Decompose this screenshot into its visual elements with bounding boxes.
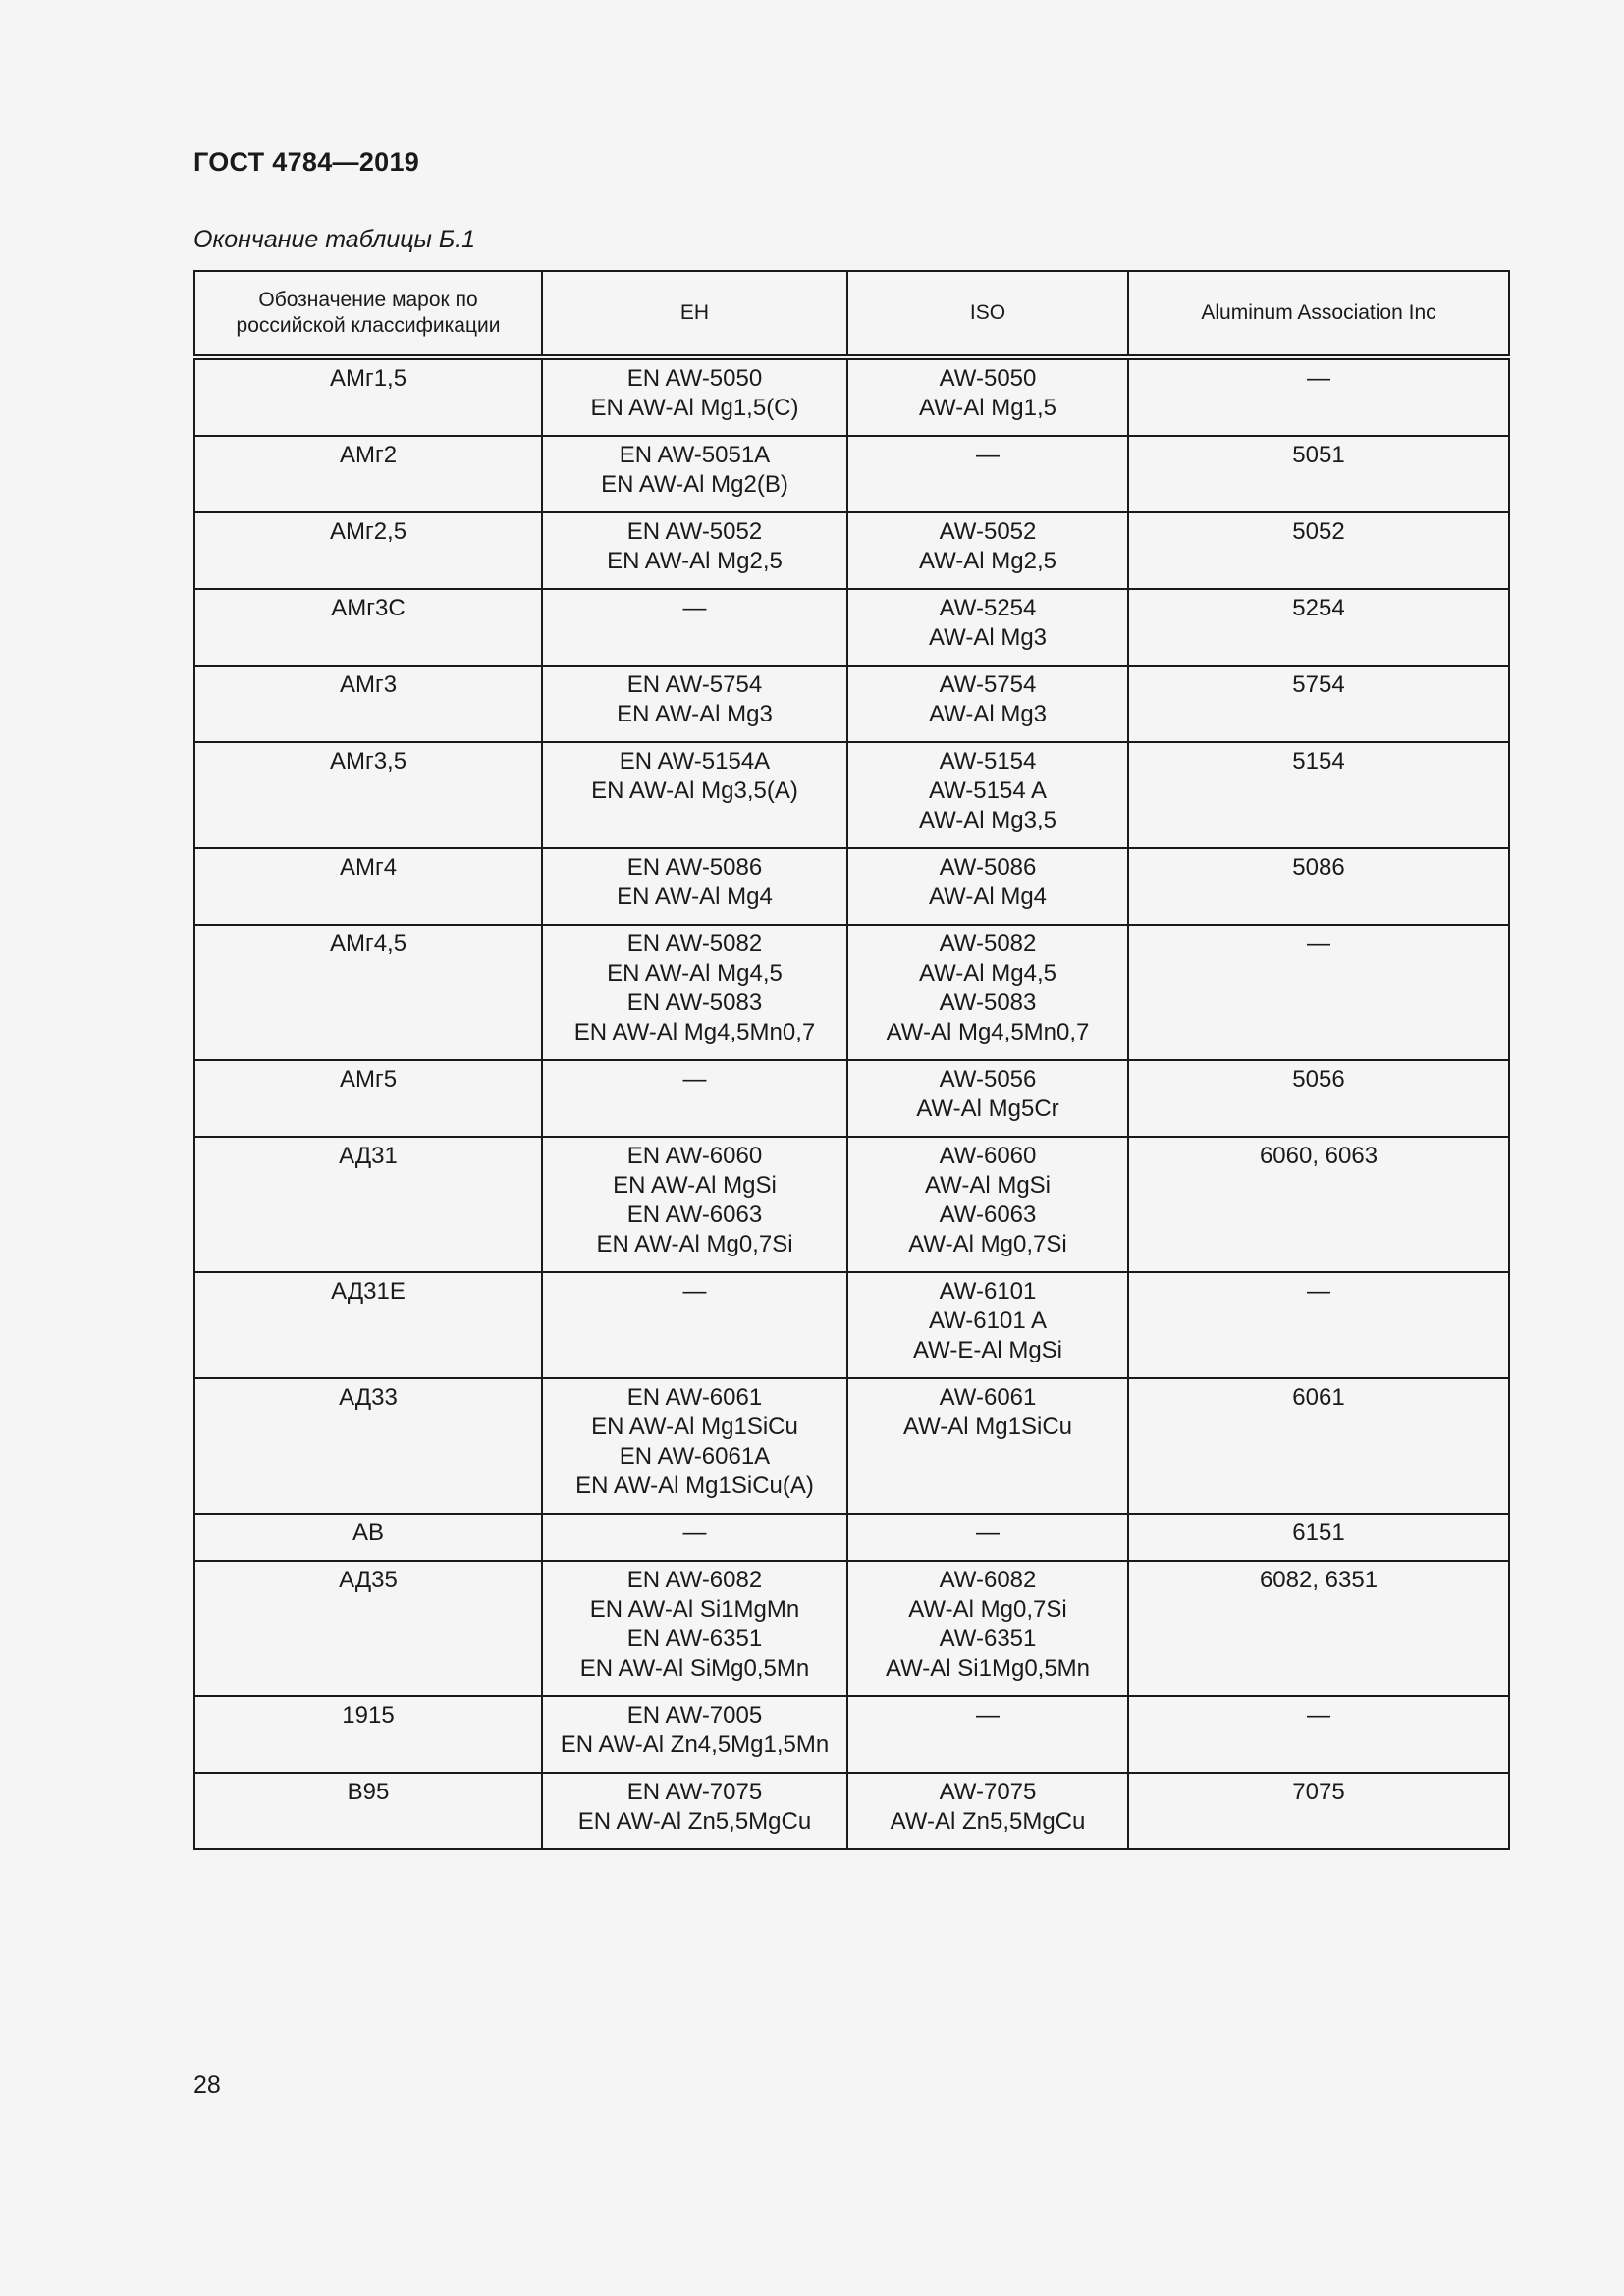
cell-line: EN AW-6351 [626,1626,763,1652]
alloy-grade-table [193,270,1510,1850]
aa-cell [1128,1696,1509,1773]
page-number: 28 [193,2071,221,2099]
grade-cell [194,436,542,512]
aa-cell [1128,1773,1509,1849]
cell-line: AW-Al MgSi [924,1172,1051,1199]
table-row [194,1137,1509,1272]
aa-cell [1128,848,1509,925]
en-cell [542,512,847,589]
cell-line: AW-5050 [939,365,1037,392]
cell-line: EN AW-Al Zn4,5Mg1,5Mn [560,1732,830,1758]
cell-line: AW-6351 [939,1626,1037,1652]
iso-cell [847,1773,1128,1849]
en-cell [542,1272,847,1378]
cell-line: AW-5154 [939,748,1037,774]
column-header-russian-grade [194,271,542,357]
cell-line: EN AW-Al Mg1SiCu [591,1414,798,1440]
cell-line: 5154 [1292,748,1345,774]
grade-cell [194,1137,542,1272]
table-row [194,436,1509,512]
en-cell [542,666,847,742]
cell-line: АМг4,5 [329,931,407,957]
table-row [194,1514,1509,1561]
cell-line: AW-5083 [939,989,1037,1016]
cell-line: — [682,1066,707,1093]
cell-line: 6082, 6351 [1259,1567,1379,1593]
grade-cell [194,1514,542,1561]
table-row [194,925,1509,1060]
cell-line: 5754 [1292,671,1345,698]
cell-line: EN AW-6082 [626,1567,763,1593]
cell-line: AW-Al Mg4 [928,883,1048,910]
iso-cell [847,512,1128,589]
cell-line: EN AW-6060 [626,1143,763,1169]
en-cell [542,1696,847,1773]
grade-cell [194,1561,542,1696]
table-row [194,1060,1509,1137]
cell-line: 5052 [1292,518,1345,545]
table-row [194,848,1509,925]
cell-line: EN AW-Al Si1MgMn [589,1596,800,1623]
table-header-row [194,271,1509,357]
en-cell [542,925,847,1060]
grade-cell [194,848,542,925]
table-row [194,666,1509,742]
en-cell [542,742,847,848]
cell-line: — [1307,365,1330,392]
cell-line: AW-5082 [939,931,1037,957]
cell-line: — [1307,1702,1330,1729]
cell-line: AW-6060 [939,1143,1037,1169]
cell-line: В95 [347,1779,390,1805]
cell-line: АМг2 [339,442,398,468]
cell-line: AW-5754 [939,671,1037,698]
cell-line: EN AW-Al Mg4 [617,883,773,910]
cell-line: EN AW-Al Zn5,5MgCu [577,1808,812,1835]
document-header: ГОСТ 4784—2019 [193,147,420,177]
cell-line: AW-Al Mg3 [928,624,1048,651]
aa-cell [1128,925,1509,1060]
table-row [194,1773,1509,1849]
aa-cell [1128,1561,1509,1696]
table-caption: Окончание таблицы Б.1 [193,226,475,253]
grade-cell [194,666,542,742]
table-row [194,1272,1509,1378]
cell-line: AW-5056 [939,1066,1037,1093]
cell-line: 5051 [1292,442,1345,468]
column-header-en: ЕН [542,271,847,357]
aa-cell [1128,1378,1509,1514]
cell-line: AW-5052 [939,518,1037,545]
en-cell [542,1514,847,1561]
en-cell [542,436,847,512]
cell-line: AW-6082 [939,1567,1037,1593]
cell-line: — [1307,931,1330,957]
en-cell [542,848,847,925]
iso-cell [847,666,1128,742]
iso-cell [847,1696,1128,1773]
cell-line: EN AW-Al Mg3,5(A) [591,777,798,804]
cell-line: 6060, 6063 [1259,1143,1379,1169]
column-header-label: Обозначение марок по российской классификации [236,289,501,337]
cell-line: АМг3С [331,595,406,621]
table-row [194,512,1509,589]
cell-line: EN AW-Al Mg0,7Si [596,1231,793,1257]
aa-cell [1128,1060,1509,1137]
cell-line: АД33 [339,1384,398,1411]
cell-line: EN AW-Al Mg1SiCu(A) [575,1472,814,1499]
grade-cell [194,742,542,848]
cell-line: AW-E-Al MgSi [912,1337,1062,1363]
table-row [194,1378,1509,1514]
cell-line: 6151 [1292,1520,1345,1546]
grade-cell [194,589,542,666]
cell-line: EN AW-Al Mg4,5Mn0,7 [573,1019,816,1045]
en-cell [542,1060,847,1137]
aa-cell [1128,357,1509,436]
cell-line: АМг4 [339,854,398,881]
en-cell [542,1561,847,1696]
cell-line: EN AW-5154A [619,748,771,774]
cell-line: 5056 [1292,1066,1345,1093]
cell-line: АМг1,5 [329,365,407,392]
cell-line: EN AW-5052 [626,518,763,545]
cell-line: EN AW-5051A [619,442,771,468]
cell-line: AW-6061 [939,1384,1037,1411]
cell-line: AW-Al Si1Mg0,5Mn [885,1655,1091,1682]
cell-line: АВ [352,1520,384,1546]
cell-line: EN AW-6061A [619,1443,771,1469]
cell-line: АД35 [339,1567,398,1593]
iso-cell [847,742,1128,848]
cell-line: AW-5254 [939,595,1037,621]
cell-line: AW-6101 [939,1278,1037,1305]
cell-line: EN AW-5754 [626,671,763,698]
grade-cell [194,1696,542,1773]
cell-line: AW-Al Mg2,5 [918,548,1057,574]
cell-line: AW-Al Mg0,7Si [908,1596,1067,1623]
grade-cell [194,357,542,436]
cell-line: EN AW-Al Mg4,5 [607,960,783,987]
grade-cell [194,1773,542,1849]
grade-cell [194,925,542,1060]
cell-line: — [976,1702,1000,1729]
cell-line: EN AW-Al Mg1,5(C) [590,395,799,421]
table-row [194,357,1509,436]
cell-line: АД31Е [331,1278,406,1305]
grade-cell [194,1272,542,1378]
aa-cell [1128,512,1509,589]
cell-line: EN AW-5083 [626,989,763,1016]
cell-line: — [976,1520,1000,1546]
iso-cell [847,1514,1128,1561]
column-header-aa: Aluminum Association Inc [1128,271,1509,357]
cell-line: AW-Al Mg4,5Mn0,7 [886,1019,1090,1045]
cell-line: АД31 [339,1143,398,1169]
cell-line: EN AW-Al SiMg0,5Mn [579,1655,810,1682]
cell-line: 5086 [1292,854,1345,881]
iso-cell [847,1378,1128,1514]
iso-cell [847,1060,1128,1137]
table-row [194,1696,1509,1773]
aa-cell [1128,666,1509,742]
cell-line: АМг3,5 [329,748,407,774]
cell-line: AW-Al Mg3,5 [918,807,1057,833]
en-cell [542,589,847,666]
iso-cell [847,1561,1128,1696]
grade-cell [194,1060,542,1137]
en-cell [542,357,847,436]
cell-line: EN AW-5050 [626,365,763,392]
cell-line: — [682,1278,707,1305]
iso-cell [847,925,1128,1060]
cell-line: — [682,595,707,621]
cell-line: EN AW-Al MgSi [613,1172,777,1199]
table-row [194,1561,1509,1696]
en-cell [542,1378,847,1514]
cell-line: AW-Al Mg1SiCu [902,1414,1073,1440]
cell-line: АМг3 [339,671,398,698]
aa-cell [1128,436,1509,512]
cell-line: AW-6063 [939,1201,1037,1228]
cell-line: EN AW-7005 [626,1702,763,1729]
cell-line: 5254 [1292,595,1345,621]
cell-line: AW-5154 A [928,777,1048,804]
iso-cell [847,589,1128,666]
grade-cell [194,1378,542,1514]
iso-cell [847,436,1128,512]
cell-line: AW-Al Zn5,5MgCu [890,1808,1086,1835]
cell-line: AW-Al Mg4,5 [918,960,1057,987]
cell-line: AW-Al Mg5Cr [916,1095,1059,1122]
en-cell [542,1137,847,1272]
iso-cell [847,357,1128,436]
cell-line: АМг2,5 [329,518,407,545]
cell-line: EN AW-Al Mg3 [617,701,773,727]
cell-line: EN AW-6061 [626,1384,763,1411]
cell-line: AW-5086 [939,854,1037,881]
cell-line: AW-Al Mg3 [928,701,1048,727]
cell-line: 7075 [1292,1779,1345,1805]
table-body [194,357,1509,1849]
cell-line: АМг5 [339,1066,398,1093]
cell-line: EN AW-Al Mg2,5 [607,548,783,574]
cell-line: EN AW-7075 [626,1779,763,1805]
cell-line: AW-Al Mg0,7Si [908,1231,1067,1257]
iso-cell [847,848,1128,925]
cell-line: — [1307,1278,1330,1305]
column-header-iso: ISO [847,271,1128,357]
cell-line: EN AW-Al Mg2(B) [601,471,788,498]
aa-cell [1128,1514,1509,1561]
grade-cell [194,512,542,589]
table-row [194,589,1509,666]
cell-line: EN AW-5082 [626,931,763,957]
aa-cell [1128,1272,1509,1378]
cell-line: AW-7075 [939,1779,1037,1805]
cell-line: 1915 [342,1702,395,1729]
iso-cell [847,1272,1128,1378]
cell-line: 6061 [1292,1384,1345,1411]
cell-line: AW-Al Mg1,5 [918,395,1057,421]
cell-line: EN AW-6063 [626,1201,763,1228]
cell-line: — [976,442,1000,468]
aa-cell [1128,1137,1509,1272]
aa-cell [1128,742,1509,848]
iso-cell [847,1137,1128,1272]
cell-line: AW-6101 A [928,1308,1048,1334]
cell-line: — [682,1520,707,1546]
aa-cell [1128,589,1509,666]
en-cell [542,1773,847,1849]
table-row [194,742,1509,848]
cell-line: EN AW-5086 [626,854,763,881]
